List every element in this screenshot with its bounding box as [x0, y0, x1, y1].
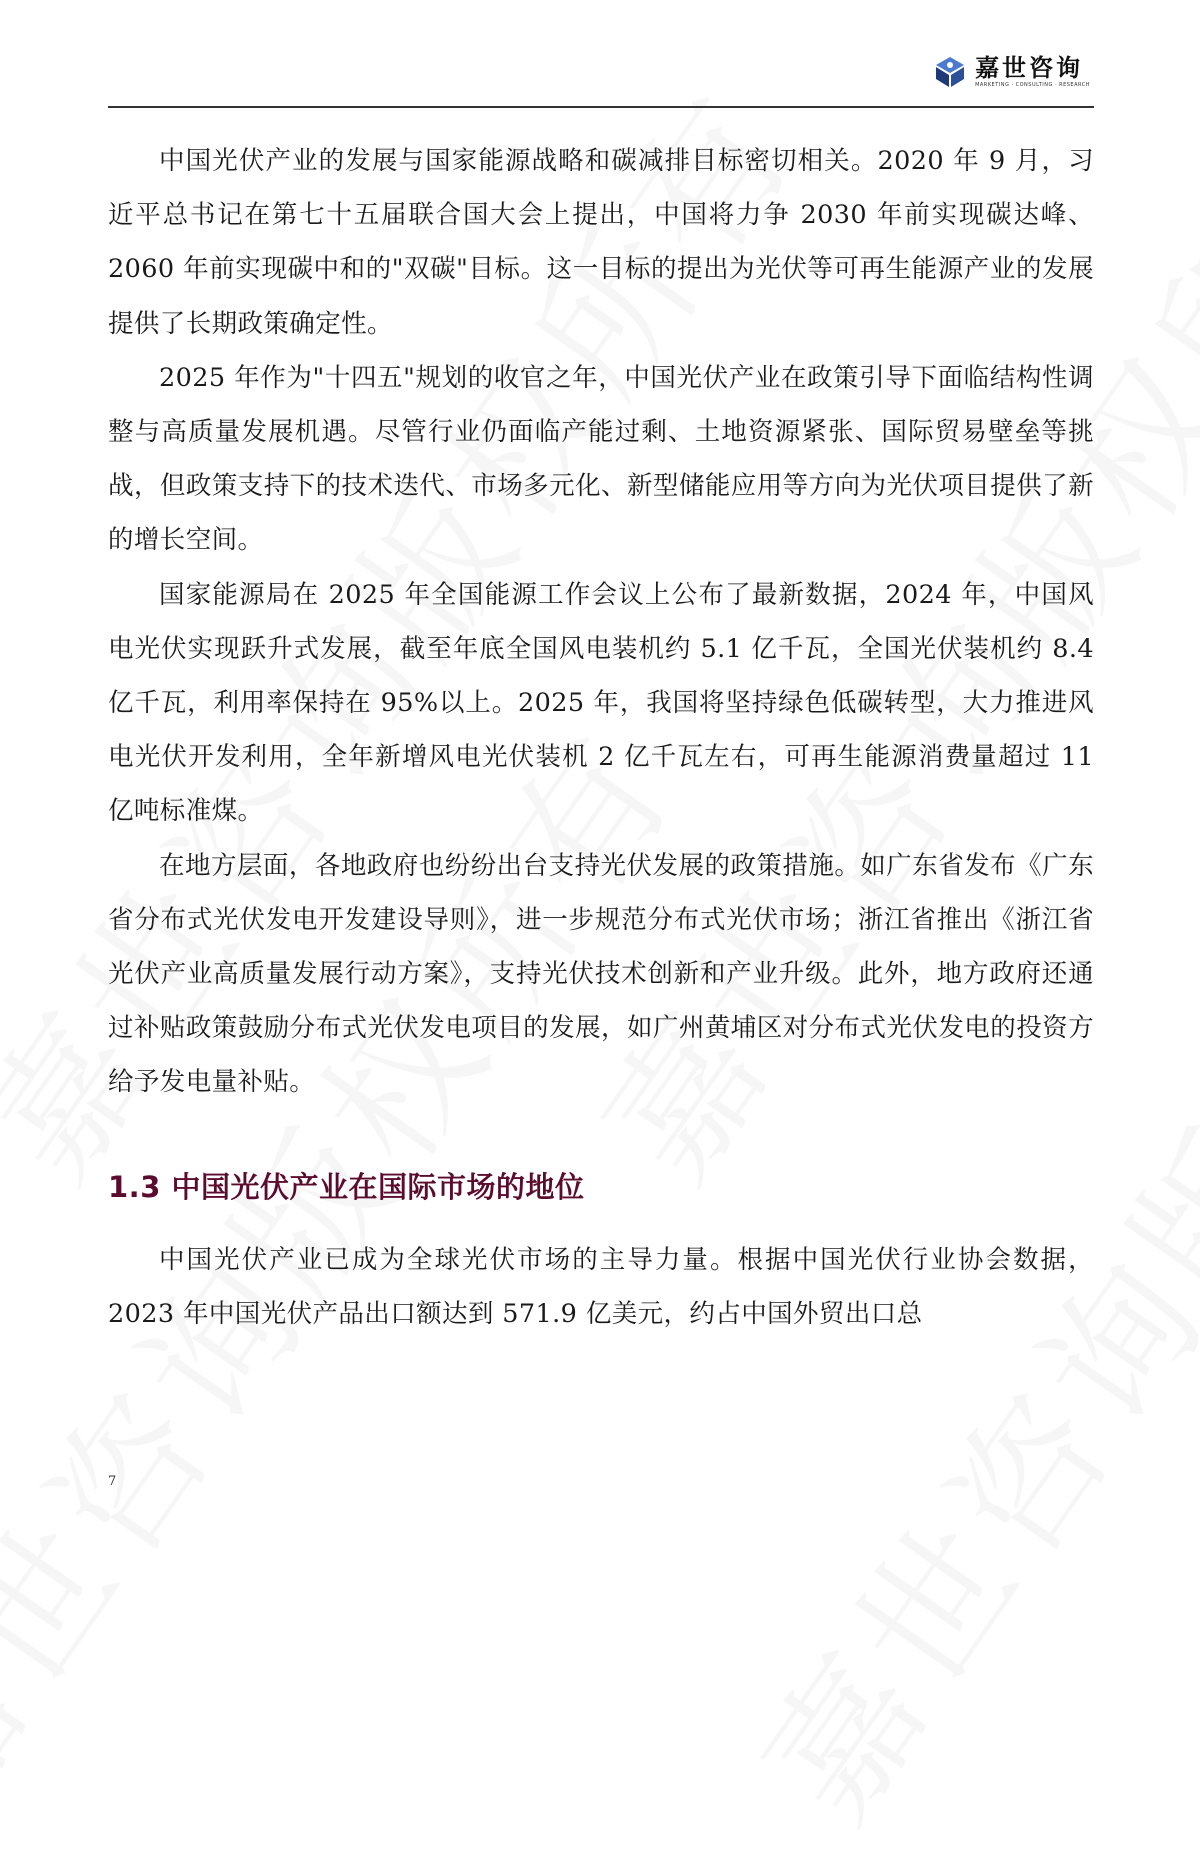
- company-logo-icon: [933, 55, 967, 89]
- company-name: 嘉世咨询: [975, 54, 1084, 82]
- company-tagline: MARKETING · CONSULTING · RESEARCH: [975, 82, 1090, 88]
- company-logo: [933, 54, 1090, 89]
- paragraph: 在地方层面，各地政府也纷纷出台支持光伏发展的政策措施。如广东省发布《广东省分布式光伏发电开发建设导则》，进一步规范分布式光伏市场；浙江省推出《浙江省光伏产业高质量发展行动方案》，支持光伏技术创新和产业升级。此外，地方政府还通过补贴政策鼓励分布式光伏发电项目的发展，如广州黄埔区对分布式光伏发电的投资方给予发电量补贴。: [108, 850, 1094, 1098]
- page-header: [108, 48, 1094, 108]
- paragraph: 2025 年作为"十四五"规划的收官之年，中国光伏产业在政策引导下面临结构性调整与高质量发展机遇。尽管行业仍面临产能过剩、土地资源紧张、国际贸易壁垒等挑战，但政策支持下的技术迭代、市场多元化、新型储能应用等方向为光伏项目提供了新的增长空间。: [108, 362, 1094, 556]
- page-number: 7: [108, 1474, 117, 1489]
- paragraph: 中国光伏产业已成为全球光伏市场的主导力量。根据中国光伏行业协会数据，2023 年中国光伏产品出口额达到 571.9 亿美元，约占中国外贸出口总: [108, 1245, 1094, 1330]
- section-body: [108, 1233, 1094, 1341]
- paragraph: 中国光伏产业的发展与国家能源战略和碳减排目标密切相关。2020 年 9 月，习近平总书记在第七十五届联合国大会上提出，中国将力争 2030 年前实现碳达峰、2060 年前实现碳中和的"双碳"目标。这一目标的提出为光伏等可再生能源产业的发展提供了长期政策确定性。: [108, 146, 1094, 339]
- body-text: [108, 134, 1094, 1110]
- section-heading: 1.3 中国光伏产业在国际市场的地位: [108, 1170, 585, 1204]
- paragraph: 国家能源局在 2025 年全国能源工作会议上公布了最新数据，2024 年，中国风电光伏实现跃升式发展，截至年底全国风电装机约 5.1 亿千瓦，全国光伏装机约 8.4 亿千瓦，利用率保持在 95%以上。2025 年，我国将坚持绿色低碳转型，大力推进风电光伏开发利用，全年新增风电光伏装机 2 亿千瓦左右，可再生能源消费量超过 11 亿吨标准煤。: [108, 579, 1094, 827]
